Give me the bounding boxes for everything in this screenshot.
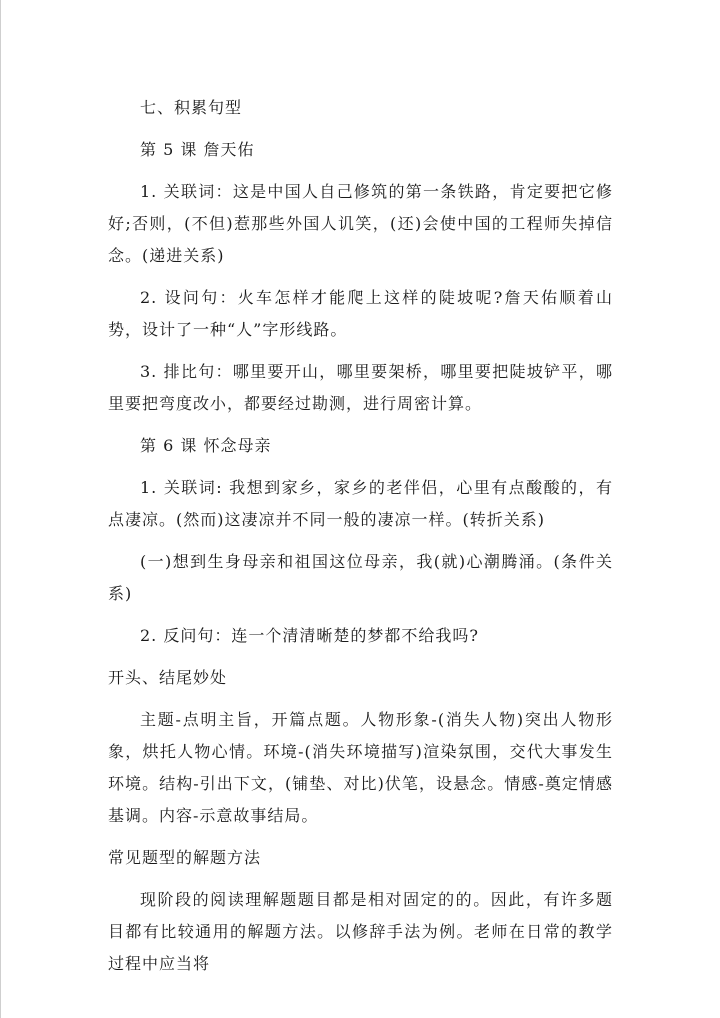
opening-ending-body: 主题-点明主旨，开篇点题。人物形象-(消失人物)突出人物形象，烘托人物心情。环境-(消失环境描写)渲染氛围，交代大事发生环境。结构-引出下文，(铺垫、对比)伏笔，设悬念。情感-奠定情感基调。内容-示意故事结局。 (108, 710, 613, 825)
document-body (108, 92, 613, 980)
lesson-6-item-1b: (一)想到生身母亲和祖国这位母亲，我(就)心潮腾涌。(条件关系) (108, 552, 613, 603)
methods-heading: 常见题型的解题方法 (108, 848, 262, 867)
methods-body: 现阶段的阅读理解题题目都是相对固定的的。因此，有许多题目都有比较通用的解题方法。以修辞手法为例。老师在日常的教学过程中应当将 (108, 890, 613, 973)
lesson-5-title: 第 5 课 詹天佑 (140, 140, 255, 159)
lesson-5-item-3: 3. 排比句：哪里要开山，哪里要架桥，哪里要把陡坡铲平，哪里要把弯度改小，都要经过勘测，进行周密计算。 (108, 362, 613, 413)
lesson-6-title: 第 6 课 怀念母亲 (140, 436, 272, 455)
page-left-border (0, 0, 1, 1018)
lesson-5-item-2: 2. 设问句：火车怎样才能爬上这样的陡坡呢?詹天佑顺着山势，设计了一种“人”字形线路。 (108, 288, 613, 339)
opening-ending-heading: 开头、结尾妙处 (108, 668, 228, 687)
lesson-6-item-2: 2. 反问句：连一个清清晰楚的梦都不给我吗? (140, 626, 479, 645)
section-heading: 七、积累句型 (140, 98, 243, 117)
lesson-5-item-1: 1. 关联词：这是中国人自己修筑的第一条铁路，肯定要把它修好;否则，(不但)惹那些外国人讥笑，(还)会使中国的工程师失掉信念。(递进关系) (108, 182, 613, 265)
lesson-6-item-1: 1. 关联词: 我想到家乡，家乡的老伴侣，心里有点酸酸的，有点凄凉。(然而)这凄凉并不同一般的凄凉一样。(转折关系) (108, 478, 613, 529)
